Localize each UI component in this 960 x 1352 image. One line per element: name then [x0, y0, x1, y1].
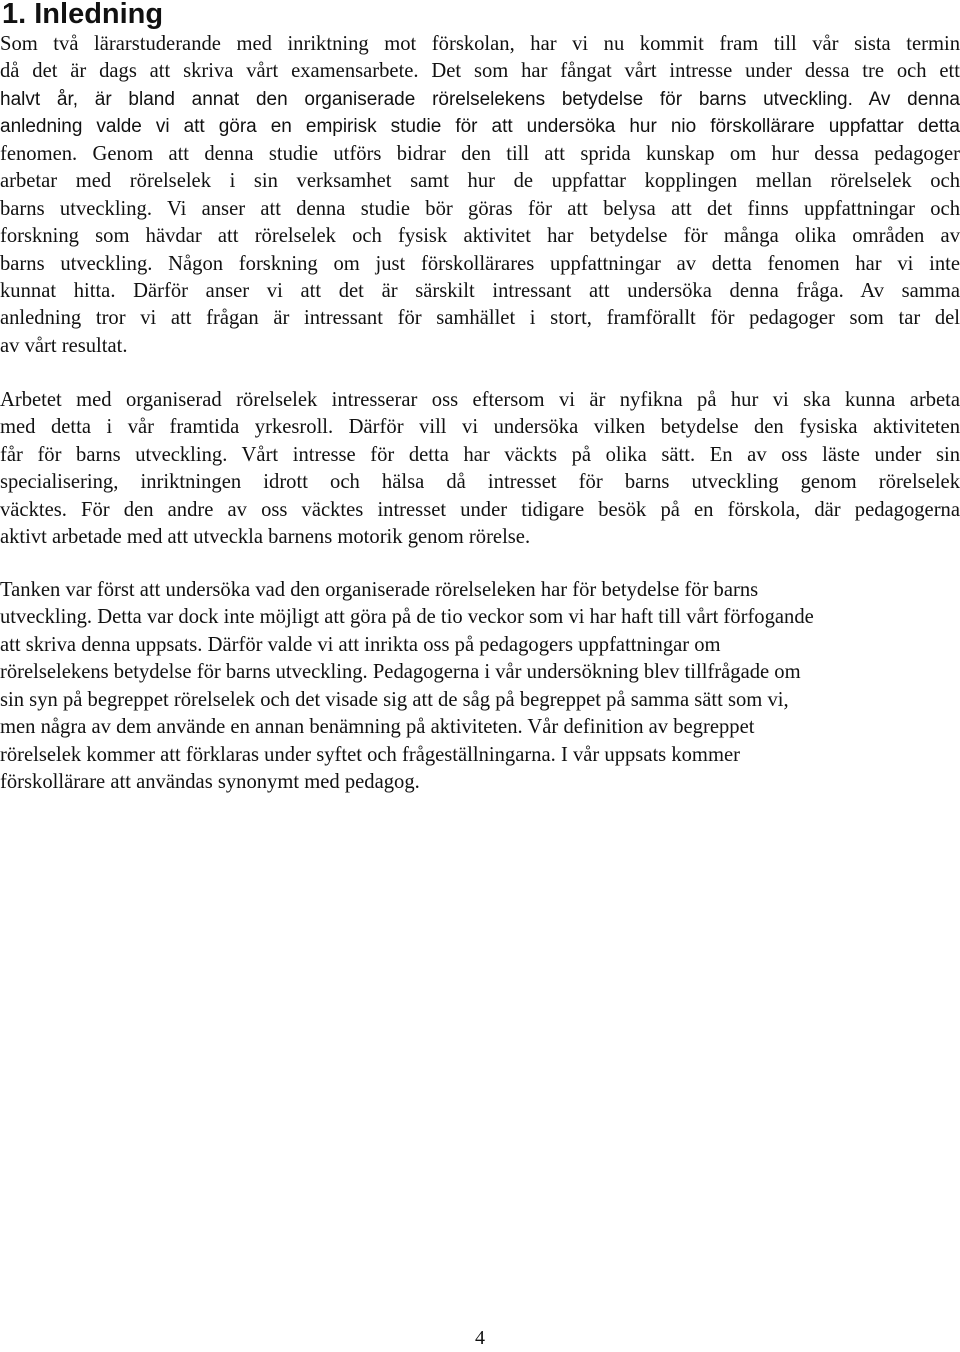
- paragraph-line: specialisering, inriktningen idrott och hälsa då intresset för barns utveckling genom rörelselek: [0, 471, 960, 494]
- paragraph-line: Tanken var först att undersöka vad den organiserade rörelseleken har för betydelse för barns: [0, 579, 759, 601]
- paragraph-line: av vårt resultat.: [0, 334, 128, 357]
- paragraph-line: arbetar med rörelselek i sin verksamhet samt hur de uppfattar kopplingen mellan rörelselek och: [0, 170, 960, 193]
- paragraph-line: fenomen. Genom att denna studie utförs bidrar den till att sprida kunskap om hur dessa pedagoger: [0, 142, 960, 165]
- paragraph-line: förskollärare att användas synonymt med pedagog.: [0, 771, 420, 794]
- paragraph-2: [0, 387, 960, 552]
- paragraph-line: anledning valde vi att göra en empirisk studie för att undersöka hur nio förskollärare uppfattar detta: [0, 116, 960, 138]
- paragraph-line: får för barns utveckling. Vårt intresse för detta har väckts på olika sätt. En av oss läste under sin: [0, 443, 960, 466]
- paragraph-3: [0, 577, 960, 797]
- paragraph-line: väcktes. För den andre av oss väcktes intresset under tidigare besök på en förskola, där pedagogerna: [0, 498, 960, 521]
- paragraph-line: kunnat hitta. Därför anser vi att det är särskilt intressant att undersöka denna fråga. Av samma: [0, 279, 960, 302]
- paragraph-line: barns utveckling. Vi anser att denna studie bör göras för att belysa att det finns uppfattningar och: [0, 197, 960, 220]
- paragraph-line: rörelselekens betydelse för barns utveckling. Pedagogerna i vår undersökning blev tillfrågade om: [0, 661, 801, 684]
- paragraph-line: barns utveckling. Någon forskning om just förskollärares uppfattningar av detta fenomen har vi inte: [0, 252, 960, 275]
- paragraph-line: rörelselek kommer att förklaras under syftet och frågeställningarna. I vår uppsats kommer: [0, 743, 740, 766]
- paragraph-line: då det är dags att skriva vårt examensarbete. Det som har fångat vårt intresse under dessa tre och ett: [0, 60, 960, 83]
- paragraph-line: men några av dem använde en annan benämning på aktiviteten. Vår definition av begreppet: [0, 716, 755, 739]
- paragraph-line: aktivt arbetade med att utveckla barnens motorik genom rörelse.: [0, 526, 531, 549]
- paragraph-line: utveckling. Detta var dock inte möjligt att göra på de tio veckor som vi har haft till vårt förfogande: [0, 606, 814, 629]
- paragraph-line: sin syn på begreppet rörelselek och det visade sig att de såg på begreppet på samma sätt som vi,: [0, 688, 789, 711]
- paragraph-line: Som två lärarstuderande med inriktning mot förskolan, har vi nu kommit fram till vår sista termin: [0, 33, 960, 55]
- page-number: 4: [475, 1327, 485, 1349]
- paragraph-line: att skriva denna uppsats. Därför valde vi att inrikta oss på pedagogers uppfattningar om: [0, 633, 721, 656]
- paragraph-line: halvt år, är bland annat den organiserade rörelselekens betydelse för barns utveckling. Av denna: [0, 88, 960, 110]
- paragraph-line: med detta i vår framtida yrkesroll. Därför vill vi undersöka vilken betydelse den fysiska aktiviteten: [0, 416, 960, 439]
- paragraph-line: forskning som hävdar att rörelselek och fysisk aktivitet har betydelse för många olika områden av: [0, 225, 960, 248]
- paragraph-line: Arbetet med organiserad rörelselek intresserar oss eftersom vi är nyfikna på hur vi ska kunna arbeta: [0, 389, 960, 411]
- paragraph-1: [0, 31, 960, 360]
- paragraph-line: anledning tror vi att frågan är intressant för samhället i stort, framförallt för pedagoger som tar del: [0, 307, 960, 330]
- section-heading: 1. Inledning: [2, 0, 164, 30]
